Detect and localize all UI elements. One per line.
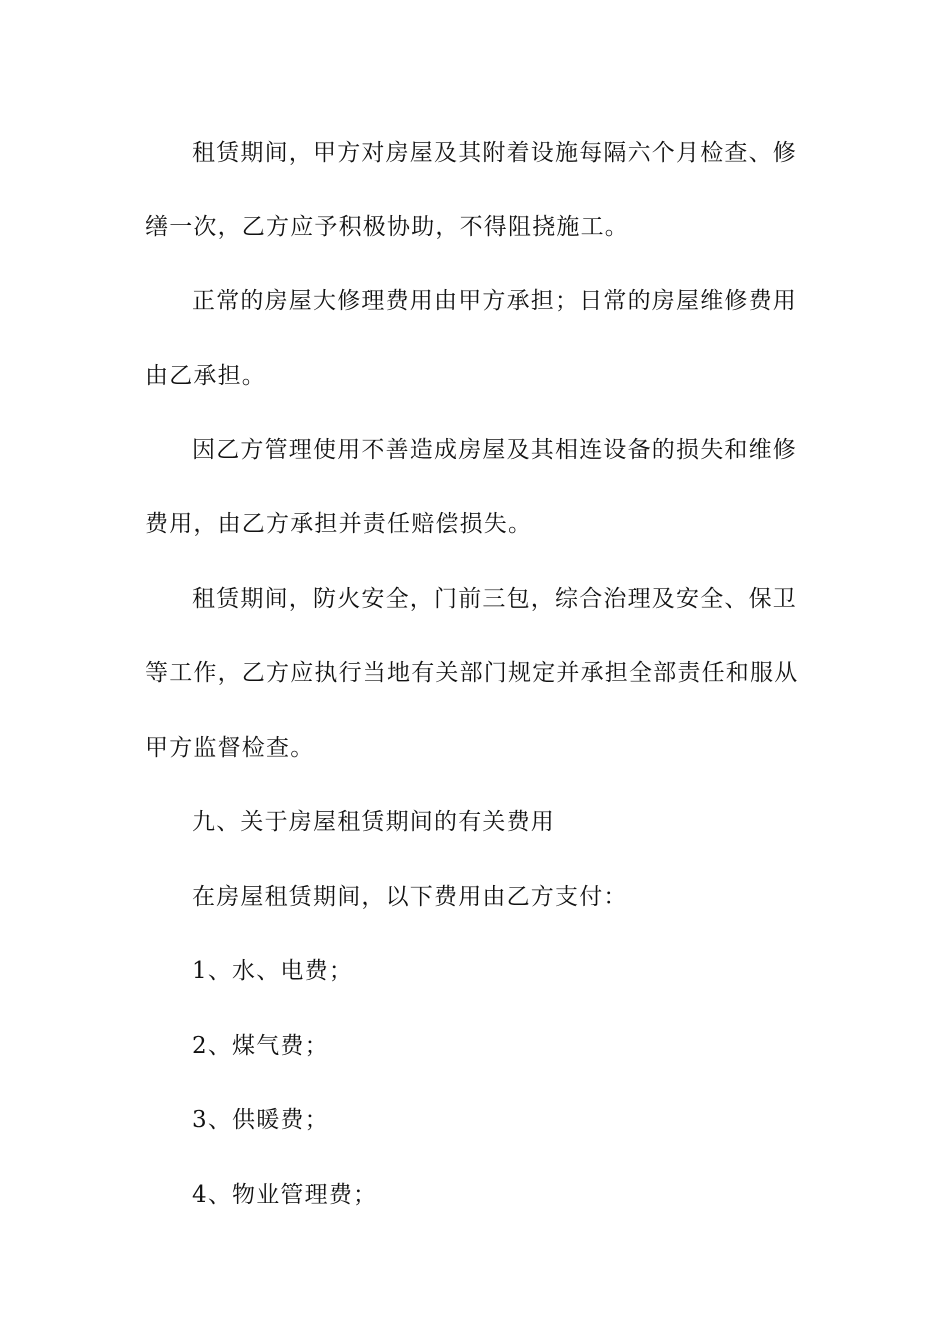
list-item: 2、煤气费； bbox=[192, 1033, 329, 1059]
list-item: 1、水、电费； bbox=[192, 958, 354, 984]
paragraph-line: 因乙方管理使用不善造成房屋及其相连设备的损失和维修 bbox=[192, 437, 797, 463]
paragraph-line: 租赁期间，防火安全，门前三包，综合治理及安全、保卫 bbox=[192, 586, 797, 612]
paragraph-line: 费用，由乙方承担并责任赔偿损失。 bbox=[145, 511, 533, 537]
section-heading: 九、关于房屋租赁期间的有关费用 bbox=[192, 809, 555, 835]
paragraph-line: 缮一次，乙方应予积极协助，不得阻挠施工。 bbox=[145, 214, 629, 240]
paragraph-line: 租赁期间，甲方对房屋及其附着设施每隔六个月检查、修 bbox=[192, 140, 797, 166]
paragraph-line: 正常的房屋大修理费用由甲方承担；日常的房屋维修费用 bbox=[192, 288, 797, 314]
list-item: 4、物业管理费； bbox=[192, 1182, 378, 1208]
paragraph-line: 在房屋租赁期间，以下费用由乙方支付： bbox=[192, 884, 628, 910]
paragraph-line: 等工作，乙方应执行当地有关部门规定并承担全部责任和服从 bbox=[145, 660, 799, 686]
paragraph-line: 由乙承担。 bbox=[145, 363, 266, 389]
paragraph-line: 甲方监督检查。 bbox=[145, 735, 315, 761]
list-item: 3、供暖费； bbox=[192, 1107, 329, 1133]
